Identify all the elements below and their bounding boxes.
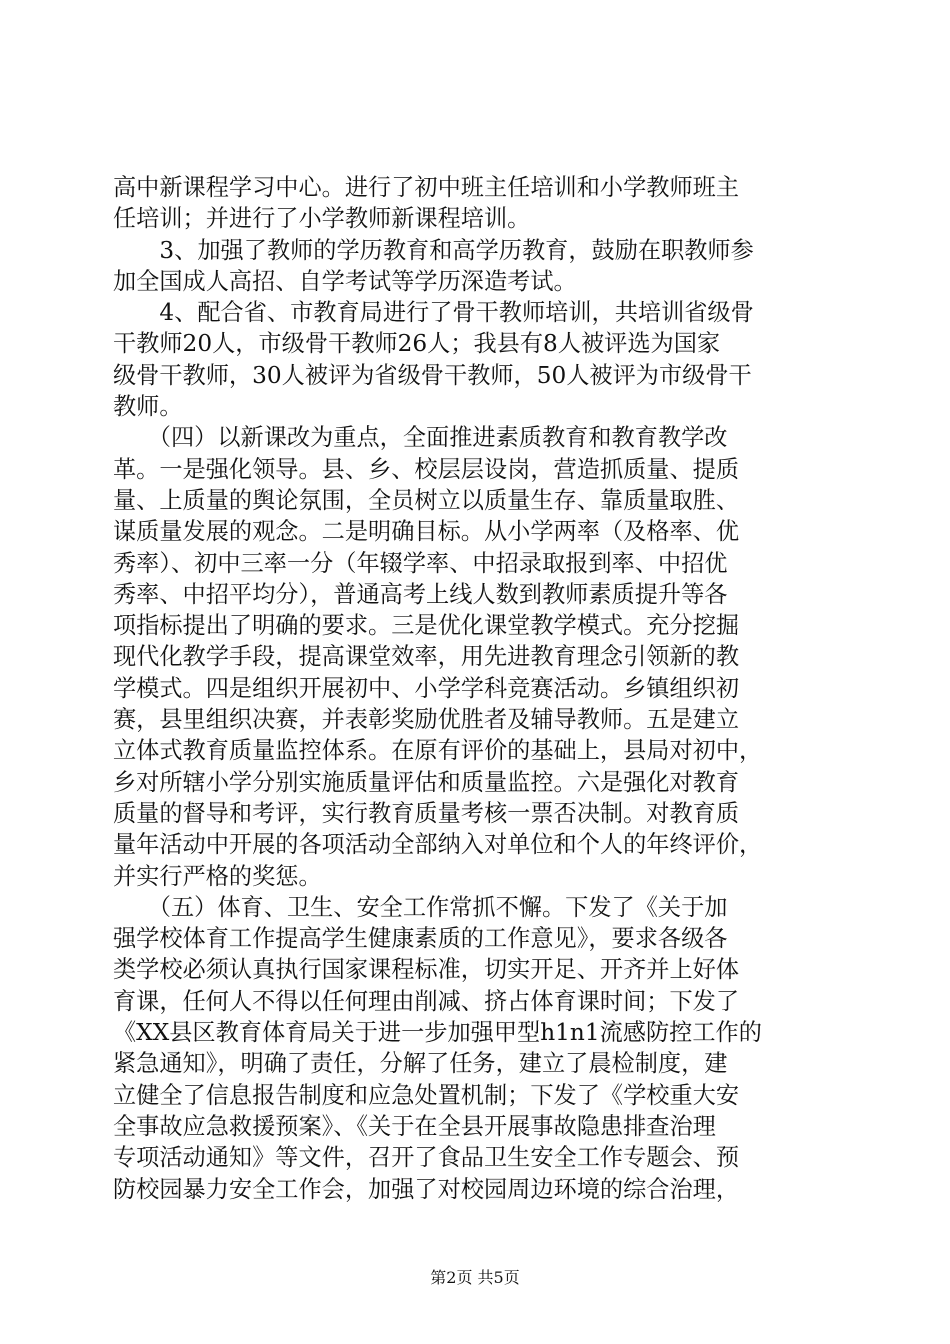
text-line: 紧急通知》，明确了责任，分解了任务，建立了晨检制度，建 [113,1050,728,1078]
text-line: 加全国成人高招、自学考试等学历深造考试。 [113,267,577,295]
document-body [113,172,843,1205]
text-line: 量年活动中开展的各项活动全部纳入对单位和个人的年终评价， [113,831,763,859]
text-line: 任培训；并进行了小学教师新课程培训。 [113,205,531,233]
text-line: 强学校体育工作提高学生健康素质的工作意见》，要求各级各 [113,925,728,953]
text-line: （五）体育、卫生、安全工作常抓不懈。下发了《关于加 [113,893,728,921]
text-line: 教师。 [113,393,183,421]
text-line: 类学校必须认真执行国家课程标准，切实开足、开齐并上好体 [113,956,740,984]
text-line: 秀率）、初中三率一分（年辍学率、中招录取报到率、中招优 [113,549,728,577]
text-line: 学模式。四是组织开展初中、小学学科竞赛活动。乡镇组织初 [113,674,740,702]
text-line: 干教师20人，市级骨干教师26人；我县有8人被评选为国家 [113,330,721,358]
text-line: 全事故应急救援预案》、《关于在全县开展事故隐患排查治理 [113,1112,716,1140]
text-line: 项指标提出了明确的要求。三是优化课堂教学模式。充分挖掘 [113,612,740,640]
text-line: 量、上质量的舆论氛围，全员树立以质量生存、靠质量取胜、 [113,486,740,514]
text-line: 立健全了信息报告制度和应急处置机制；下发了《学校重大安 [113,1081,740,1109]
text-line: 乡对所辖小学分别实施质量评估和质量监控。六是强化对教育 [113,768,740,796]
text-line: 谋质量发展的观念。二是明确目标。从小学两率（及格率、优 [113,518,740,546]
text-line: 质量的督导和考评，实行教育质量考核一票否决制。对教育质 [113,799,740,827]
text-line: 现代化教学手段，提高课堂效率，用先进教育理念引领新的教 [113,643,740,671]
text-line: 防校园暴力安全工作会，加强了对校园周边环境的综合治理， [113,1175,740,1203]
text-line: 《XX县区教育体育局关于进一步加强甲型h1n1流感防控工作的 [113,1019,762,1047]
page-number: 第2页 共5页 [430,1268,520,1287]
text-line: 育课，任何人不得以任何理由削减、挤占体育课时间；下发了 [113,987,740,1015]
text-line: 秀率、中招平均分），普通高考上线人数到教师素质提升等各 [113,580,728,608]
text-line: （四）以新课改为重点，全面推进素质教育和教育教学改 [113,424,728,452]
text-line: 专项活动通知》等文件，召开了食品卫生安全工作专题会、预 [113,1144,740,1172]
text-line: 3、加强了教师的学历教育和高学历教育，鼓励在职教师参 [113,236,754,264]
text-line: 赛，县里组织决赛，并表彰奖励优胜者及辅导教师。五是建立 [113,706,740,734]
text-line: 并实行严格的奖惩。 [113,862,322,890]
text-line: 4、配合省、市教育局进行了骨干教师培训，共培训省级骨 [113,299,754,327]
text-line: 级骨干教师，30人被评为省级骨干教师，50人被评为市级骨干 [113,361,752,389]
text-line: 高中新课程学习中心。进行了初中班主任培训和小学教师班主 [113,174,740,201]
text-line: 立体式教育质量监控体系。在原有评价的基础上，县局对初中， [113,737,763,765]
text-line: 革。一是强化领导。县、乡、校层层设岗，营造抓质量、提质 [113,455,740,483]
